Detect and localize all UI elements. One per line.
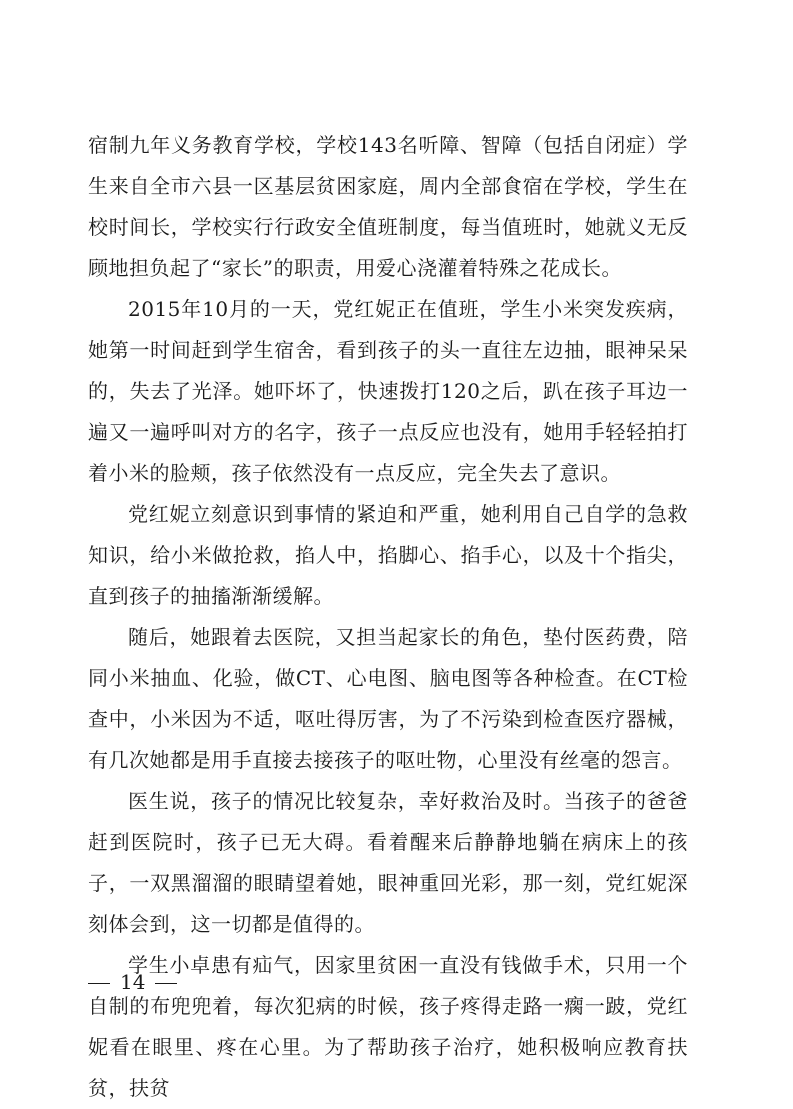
paragraph-2: 2015年10月的一天，党红妮正在值班，学生小米突发疾病，她第一时间赶到学生宿舍，看到孩子的头一直往左边抽，眼神呆呆的，失去了光泽。她吓坏了，快速拨打120之后，趴在孩子耳边一遍又一遍呼叫对方的名字，孩子一点反应也没有，她用手轻轻拍打着小米的脸颊，孩子依然没有一点反应，完全失去了意识。 [88,297,688,485]
paragraph-5: 医生说，孩子的情况比较复杂，幸好救治及时。当孩子的爸爸赶到医院时，孩子已无大碍。看着醒来后静静地躺在病床上的孩子，一双黑溜溜的眼睛望着她，眼神重回光彩，那一刻，党红妮深刻体会到，这一切都是值得的。 [88,789,688,936]
footer-dash-left [88,983,110,984]
document-body [88,125,688,1109]
paragraph-1: 宿制九年义务教育学校，学校143名听障、智障（包括自闭症）学生来自全市六县一区基层贫困家庭，周内全部食宿在学校，学生在校时间长，学校实行行政安全值班制度，每当值班时，她就义无反顾地担负起了“家长”的职责，用爱心浇灌着特殊之花成长。 [88,133,688,280]
page-number: 14 [120,970,146,994]
paragraph-3: 党红妮立刻意识到事情的紧迫和严重，她利用自己自学的急救知识，给小米做抢救，掐人中，掐脚心、掐手心，以及十个指尖，直到孩子的抽搐渐渐缓解。 [88,502,688,608]
paragraph-6: 学生小卓患有疝气，因家里贫困一直没有钱做手术，只用一个自制的布兜兜着，每次犯病的时候，孩子疼得走路一瘸一跛，党红妮看在眼里、疼在心里。为了帮助孩子治疗，她积极响应教育扶贫，扶贫 [88,953,688,1100]
paragraph-4: 随后，她跟着去医院，又担当起家长的角色，垫付医药费，陪同小米抽血、化验，做CT、心电图、脑电图等各种检查。在CT检查中，小米因为不适，呕吐得厉害，为了不污染到检查医疗器械，有几次她都是用手直接去接孩子的呕吐物，心里没有丝毫的怨言。 [88,625,688,772]
footer-dash-right [155,983,177,984]
page-footer [88,968,177,996]
